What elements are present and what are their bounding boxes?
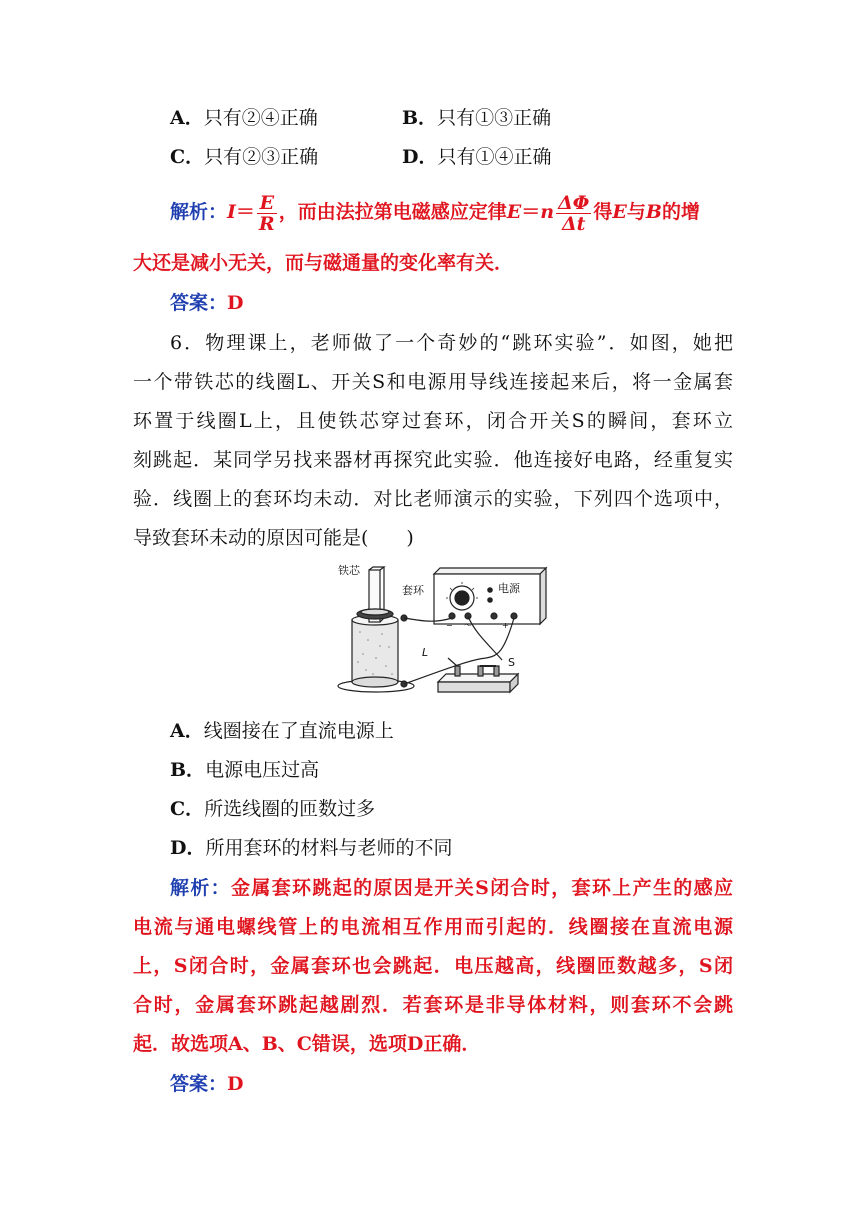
switch-post [478, 666, 483, 676]
fraction-denominator: R [258, 212, 275, 235]
equals-sign: ＝ [521, 201, 541, 223]
fraction-denominator: Δt [561, 212, 586, 235]
formula-e: E [612, 201, 627, 223]
analysis-text: ，而由法拉第电磁感应定律 [278, 201, 507, 223]
answer-value: D [227, 292, 244, 314]
option-text: 线圈接在了直流电源上 [203, 720, 394, 742]
q6-stem-line-5: 验．线圈上的套环均未动．对比老师演示的实验，下列四个选项中， [133, 488, 733, 510]
q5-answer [170, 290, 770, 316]
q5-option-a [170, 105, 318, 131]
analysis-label: 解析： [170, 877, 232, 899]
analysis-text: 得 [593, 201, 613, 223]
label-plus: + [502, 621, 509, 630]
q6-option-a [170, 718, 394, 744]
q5-analysis-line-2: 大还是减小无关，而与磁通量的变化率有关． [133, 252, 514, 274]
q6-option-b [170, 757, 319, 783]
q6-analysis-line-3: 上，S闭合时，金属套环也会跳起．电压越高，线圈匝数越多，S闭 [133, 955, 733, 977]
label-minus: − [446, 621, 453, 630]
option-text: 所用套环的材料与老师的不同 [205, 837, 453, 859]
label-ac: ～ [464, 621, 472, 630]
analysis-text: 与 [626, 201, 646, 223]
q6-analysis-line-2: 电流与通电螺线管上的电流相互作用而引起的．线圈接在直流电源 [133, 916, 733, 938]
formula-i: I [227, 201, 236, 223]
equals-sign: ＝ [235, 201, 255, 223]
q6-option-d [170, 835, 453, 861]
option-letter: A． [170, 107, 204, 129]
q6-option-c [170, 796, 375, 822]
option-letter: C． [170, 798, 205, 820]
q5-option-b [402, 105, 551, 131]
switch-post [494, 666, 499, 676]
answer-label: 答案： [170, 1073, 228, 1095]
label-coil: L [422, 646, 429, 659]
q6-stem-line-2: 一个带铁芯的线圈L、开关S和电源用导线连接起来后，将一金属套 [133, 371, 733, 393]
option-text: 只有①③正确 [437, 107, 552, 129]
option-letter: A． [170, 720, 204, 742]
option-text: 只有②④正确 [203, 107, 318, 129]
power-supply-top [434, 568, 546, 574]
q6-stem-line-4: 刻跳起．某同学另找来器材再探究此实验．他连接好电路，经重复实 [133, 449, 733, 471]
label-ring: 套环 [402, 584, 424, 597]
switch-post [455, 666, 460, 676]
option-text: 电源电压过高 [205, 759, 320, 781]
coil-body [352, 620, 398, 682]
q6-stem-line-3: 环置于线圈L上，且使铁芯穿过套环，闭合开关S的瞬间，套环立 [133, 410, 733, 432]
option-text: 所选线圈的匝数过多 [204, 798, 376, 820]
label-core: 铁芯 [338, 564, 360, 577]
option-letter: B． [402, 107, 438, 129]
q5-option-d [402, 144, 552, 170]
q5-analysis-line-1 [170, 192, 733, 234]
q6-answer [170, 1071, 770, 1097]
q6-stem-line-6: 导致套环未动的原因可能是( ) [133, 527, 414, 549]
fraction-dphi-over-dt [556, 193, 591, 234]
formula-n: n [540, 201, 555, 223]
jumping-ring-apparatus-figure [318, 562, 550, 700]
label-switch: S [508, 656, 515, 669]
label-power: 电源 [498, 582, 520, 595]
answer-label: 答案： [170, 292, 228, 314]
option-text: 只有①④正确 [437, 146, 552, 168]
q6-analysis-line-5: 起．故选项A、B、C错误，选项D正确． [133, 1033, 481, 1055]
option-letter: D． [170, 837, 206, 859]
q6-analysis-line-4: 合时，金属套环跳起越剧烈．若套环是非导体材料，则套环不会跳 [133, 994, 733, 1016]
answer-value: D [227, 1073, 244, 1095]
formula-e: E [506, 201, 522, 223]
formula-b: B [645, 201, 662, 223]
q5-option-c [170, 144, 318, 170]
option-letter: C． [170, 146, 205, 168]
option-text: 只有②③正确 [204, 146, 319, 168]
q6-stem-line-1: 6．物理课上，老师做了一个奇妙的“跳环实验”．如图，她把 [170, 332, 733, 354]
option-letter: B． [170, 759, 206, 781]
analysis-label: 解析： [170, 201, 228, 223]
option-letter: D． [402, 146, 438, 168]
analysis-text: 的增 [661, 201, 700, 223]
fraction-e-over-r [257, 193, 277, 234]
q6-analysis-line-1 [170, 875, 733, 901]
analysis-text: 金属套环跳起的原因是开关S闭合时，套环上产生的感应 [231, 877, 733, 899]
fraction-numerator: E [257, 193, 277, 214]
fraction-numerator: ΔΦ [558, 191, 590, 214]
